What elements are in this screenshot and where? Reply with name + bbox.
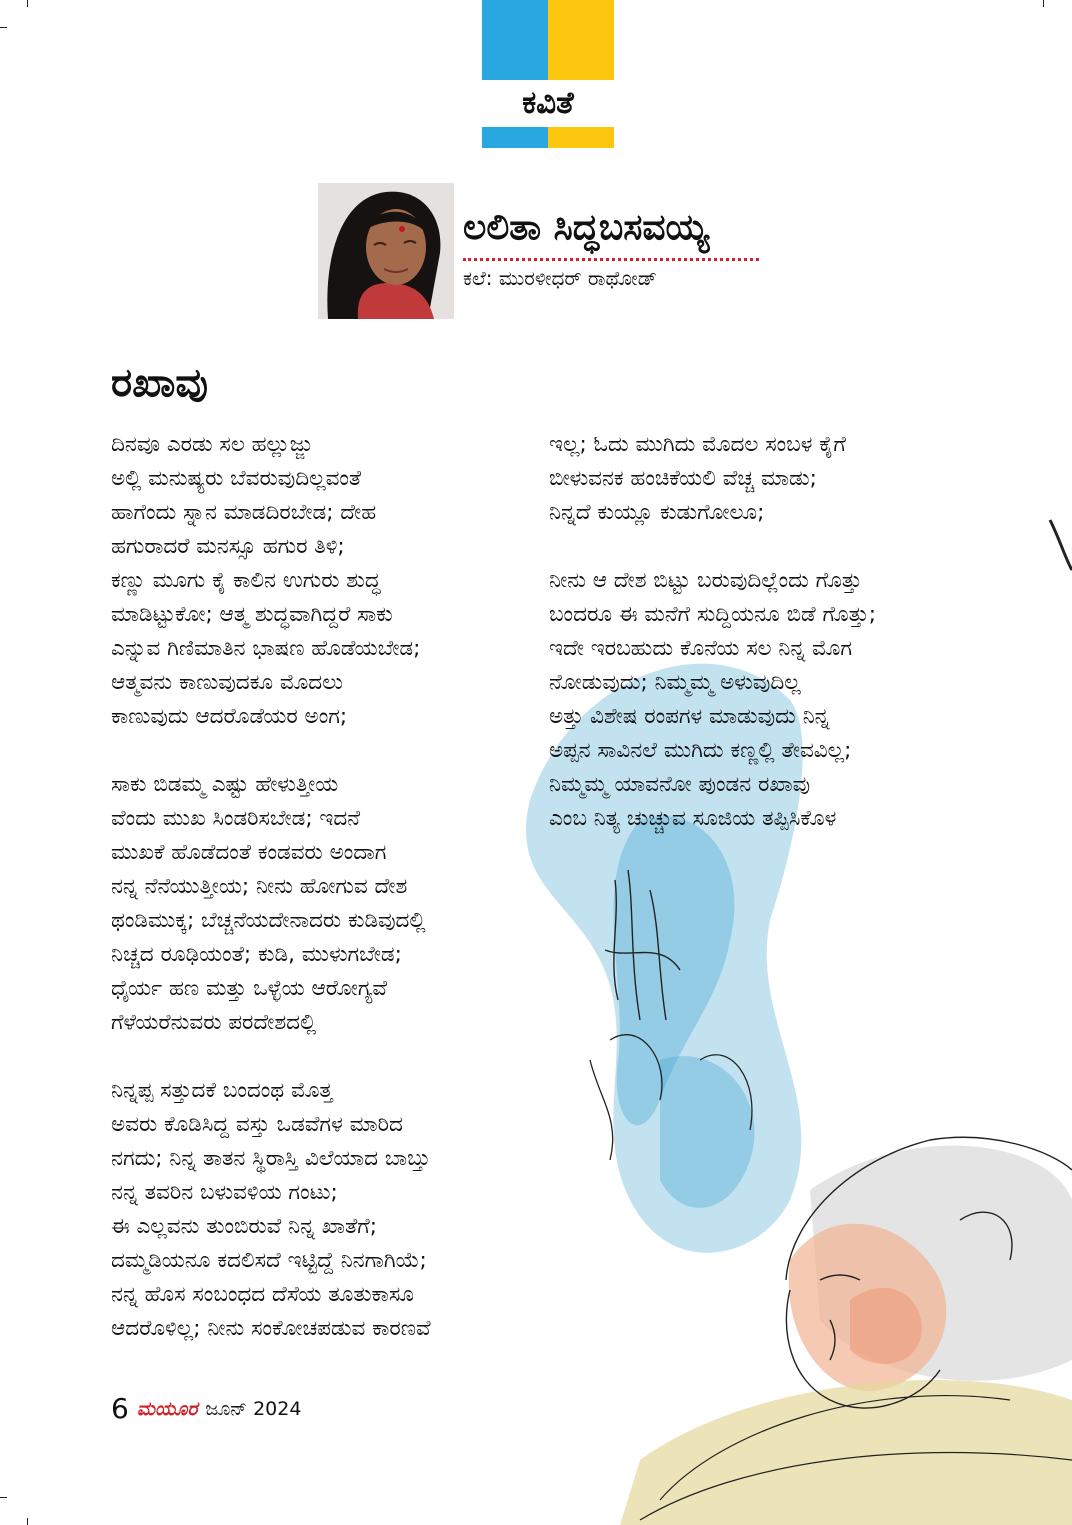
page-number: 6 bbox=[111, 1392, 129, 1425]
poem-line: ಮುಖಕೆ ಹೊಡೆದಂತೆ ಕಂಡವರು ಅಂದಾಗ bbox=[111, 840, 387, 865]
poem-line: ಕಣ್ಣು ಮೂಗು ಕೈ ಕಾಲಿನ ಉಗುರು ಶುದ್ಧ bbox=[111, 568, 381, 593]
crop-mark bbox=[0, 27, 7, 28]
poem-column-right bbox=[549, 428, 989, 870]
poem-line: ಹಾಗೆಂದು ಸ್ನಾನ ಮಾಡದಿರಬೇಡ; ದೇಹ bbox=[111, 500, 377, 525]
poem-line: ನಿನ್ನಪ್ಪ ಸತ್ತುದಕೆ ಬಂದಂಥ ಮೊತ್ತ bbox=[111, 1078, 333, 1103]
poem-line: ಎಂಬ ನಿತ್ಯ ಚುಚ್ಚುವ ಸೂಜಿಯ ತಪ್ಪಿಸಿಕೊಳ bbox=[549, 806, 837, 831]
stanza bbox=[111, 428, 531, 734]
section-label: ಕವಿತೆ bbox=[522, 85, 574, 121]
color-strip-yellow bbox=[548, 127, 614, 148]
poem-line: ಥಂಡಿಮುಕ್ಕ; ಬೆಚ್ಚನೆಯದೇನಾದರು ಕುಡಿವುದಲ್ಲಿ bbox=[111, 908, 426, 933]
stanza bbox=[111, 768, 531, 1040]
poem-title: ರಖಾವು bbox=[111, 360, 208, 406]
poem-line: ಈ ಎಲ್ಲವನು ತುಂಬಿರುವೆ ನಿನ್ನ ಖಾತೆಗೆ; bbox=[111, 1214, 378, 1239]
poem-line: ನನ್ನ ತವರಿನ ಬಳುವಳಿಯ ಗಂಟು; bbox=[111, 1180, 338, 1205]
poem-line: ನಗದು; ನಿನ್ನ ತಾತನ ಸ್ಥಿರಾಸ್ತಿ ವಿಲೆಯಾದ ಬಾಬ್ತು bbox=[111, 1146, 431, 1171]
poem-line: ಬೀಳುವನಕ ಹಂಚಿಕೆಯಲಿ ವೆಚ್ಚ ಮಾಡು; bbox=[549, 466, 817, 491]
poem-line: ನಿಮ್ಮಮ್ಮ ಯಾವನೋ ಪುಂಡನ ರಖಾವು bbox=[549, 772, 811, 797]
poem-column-left bbox=[111, 428, 531, 1380]
dotted-divider bbox=[463, 258, 759, 261]
stanza bbox=[549, 564, 989, 836]
stanza bbox=[111, 1074, 531, 1346]
poem-line: ಅಲ್ಲಿ ಮನುಷ್ಯರು ಬೆವರುವುದಿಲ್ಲವಂತೆ bbox=[111, 466, 362, 491]
poem-line: ಸಾಕು ಬಿಡಮ್ಮ ಎಷ್ಟು ಹೇಳುತ್ತೀಯ bbox=[111, 772, 339, 797]
poem-line: ಗೆಳೆಯರೆನುವರು ಪರದೇಶದಲ್ಲಿ bbox=[111, 1010, 317, 1035]
poem-line: ಅಪ್ಪನ ಸಾವಿನಲೆ ಮುಗಿದು ಕಣ್ಣಲ್ಲಿ ತೇವವಿಲ್ಲ; bbox=[549, 738, 852, 763]
poem-line: ಆದರೊಳಿಲ್ಲ; ನೀನು ಸಂಕೋಚಪಡುವ ಕಾರಣವೆ bbox=[111, 1316, 431, 1341]
crop-mark bbox=[27, 1518, 28, 1525]
poem-line: ನೋಡುವುದು; ನಿಮ್ಮಮ್ಮ ಅಳುವುದಿಲ್ಲ bbox=[549, 670, 801, 695]
poem-line: ಮಾಡಿಟ್ಟುಕೋ; ಆತ್ಮ ಶುದ್ಧವಾಗಿದ್ದರೆ ಸಾಕು bbox=[111, 602, 393, 627]
poem-line: ನಿನ್ನದೆ ಕುಯ್ಲೂ ಕುಡುಗೋಲೂ; bbox=[549, 500, 765, 525]
author-name: ಲಲಿತಾ ಸಿದ್ಧಬಸವಯ್ಯ bbox=[463, 207, 709, 248]
poem-line: ಕಾಣುವುದು ಆದರೊಡೆಯರ ಅಂಗ; bbox=[111, 704, 348, 729]
poem-line: ಅತ್ತು ವಿಶೇಷ ರಂಪಗಳ ಮಾಡುವುದು ನಿನ್ನ bbox=[549, 704, 830, 729]
poem-line: ನನ್ನ ನೆನೆಯುತ್ತೀಯ; ನೀನು ಹೋಗುವ ದೇಶ bbox=[111, 874, 408, 899]
color-strip-blue bbox=[482, 127, 548, 148]
poem-line: ಅವರು ಕೊಡಿಸಿದ್ದ ವಸ್ತು ಒಡವೆಗಳ ಮಾರಿದ bbox=[111, 1112, 403, 1137]
crop-mark bbox=[0, 1497, 7, 1498]
poem-line: ದಮ್ಮಡಿಯನೂ ಕದಲಿಸದೆ ಇಟ್ಟಿದ್ದೆ ನಿನಗಾಗಿಯೆ; bbox=[111, 1248, 427, 1273]
poem-line: ಎನ್ನುವ ಗಿಣಿಮಾತಿನ ಭಾಷಣ ಹೊಡೆಯಬೇಡ; bbox=[111, 636, 421, 661]
page-footer bbox=[111, 1392, 301, 1425]
author-photo bbox=[318, 183, 454, 319]
color-block-blue bbox=[482, 0, 548, 80]
poem-line: ದಿನವೂ ಎರಡು ಸಲ ಹಲ್ಲುಜ್ಜು bbox=[111, 432, 313, 457]
issue-date: ಜೂನ್ 2024 bbox=[205, 1398, 302, 1420]
poem-line: ಧೈರ್ಯ ಹಣ ಮತ್ತು ಒಳ್ಳೆಯ ಆರೋಗ್ಯವೆ bbox=[111, 976, 388, 1001]
poem-line: ಬಂದರೂ ಈ ಮನೆಗೆ ಸುದ್ದಿಯನೂ ಬಿಡೆ ಗೊತ್ತು; bbox=[549, 602, 876, 627]
illustrator-credit: ಕಲೆ: ಮುರಳೀಧರ್ ರಾಥೋಡ್ bbox=[463, 266, 657, 290]
poem-line: ನೀನು ಆ ದೇಶ ಬಿಟ್ಟು ಬರುವುದಿಲ್ಲೆಂದು ಗೊತ್ತು bbox=[549, 568, 862, 593]
poem-line: ನಿಚ್ಚದ ರೂಢಿಯಂತೆ; ಕುಡಿ, ಮುಳುಗಬೇಡ; bbox=[111, 942, 402, 967]
stanza bbox=[549, 428, 989, 530]
crop-mark bbox=[27, 0, 28, 7]
poem-line: ಇದೇ ಇರಬಹುದು ಕೊನೆಯ ಸಲ ನಿನ್ನ ಮೊಗ bbox=[549, 636, 853, 661]
poem-line: ಆತ್ಮವನು ಕಾಣುವುದಕೂ ಮೊದಲು bbox=[111, 670, 343, 695]
poem-line: ವೆಂದು ಮುಖ ಸಿಂಡರಿಸಬೇಡ; ಇದನೆ bbox=[111, 806, 361, 831]
color-block-yellow bbox=[548, 0, 614, 80]
poem-line: ಹಗುರಾದರೆ ಮನಸ್ಸೂ ಹಗುರ ತಿಳಿ; bbox=[111, 534, 345, 559]
magazine-logo: ಮಯೂರ bbox=[136, 1398, 198, 1420]
poem-line: ನನ್ನ ಹೊಸ ಸಂಬಂಧದ ದೆಸೆಯ ತೂತುಕಾಸೂ bbox=[111, 1282, 414, 1307]
section-header bbox=[482, 0, 614, 150]
crop-mark bbox=[1043, 0, 1044, 7]
poem-line: ಇಲ್ಲ; ಓದು ಮುಗಿದು ಮೊದಲ ಸಂಬಳ ಕೈಗೆ bbox=[549, 432, 846, 457]
